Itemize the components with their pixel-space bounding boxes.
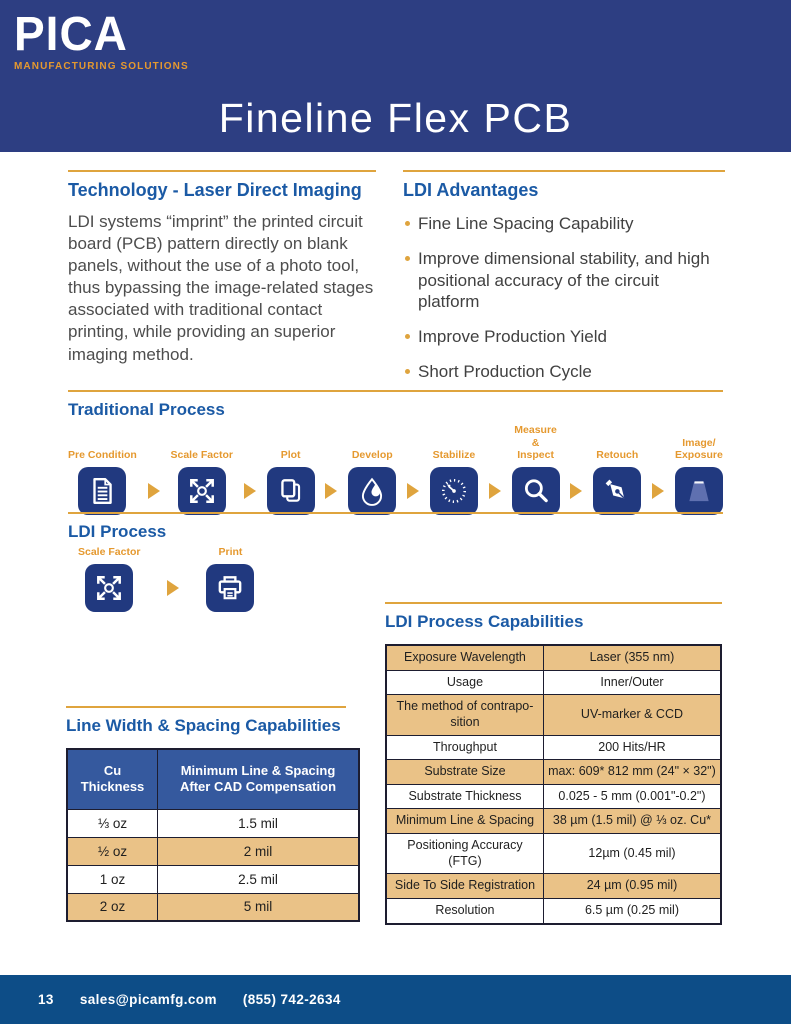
table-cell: Positioning Accuracy (FTG) [386,834,543,874]
gold-divider [385,602,722,604]
capabilities-table [385,644,722,925]
table-cell: 1 oz [67,865,158,893]
pen-nib-icon [593,467,641,515]
step-label-line: & [531,436,540,449]
table-row [386,760,721,785]
advantage-item [403,213,725,234]
table-header-cell: Minimum Line & Spacing After CAD Compensation [158,749,359,809]
advantage-item [403,248,725,312]
table-cell: UV-marker & CCD [543,695,721,735]
table-row [386,670,721,695]
table-cell: Usage [386,670,543,695]
table-cell: ⅓ oz [67,809,158,837]
table-cell: Minimum Line & Spacing [386,809,543,834]
step-label [675,437,723,462]
advantage-item [403,326,725,347]
table-row [386,645,721,670]
table-cell: Resolution [386,898,543,923]
table-row [67,893,359,921]
advantage-text: Improve dimensional stability, and high positional accuracy of the circuit platform [418,249,710,311]
step-label [281,449,301,462]
page-title: Fineline Flex PCB [218,95,573,141]
flow-arrow-icon [325,483,337,499]
line-width-section [66,706,362,922]
copies-icon [267,467,315,515]
table-cell: 200 Hits/HR [543,735,721,760]
footer-phone: (855) 742-2634 [242,992,341,1007]
process-step [267,449,315,515]
line-width-table [66,748,360,922]
technology-body: LDI systems “imprint” the printed circuit board (PCB) pattern directly on blank panels, without the use of a photo tool, thus bypassing the image-related stages associated with traditional contact printing, while providing an superior imaging method. [68,212,374,364]
step-label-line: Plot [280,449,301,461]
step-label-line: Stabilize [432,449,476,461]
ldi-process-section [68,512,723,612]
process-step [348,449,396,515]
step-label [78,546,140,559]
gold-divider [66,706,346,708]
gold-divider [68,170,376,172]
flow-arrow-icon [407,483,419,499]
step-label-line: Scale Factor [78,546,141,558]
advantage-text: Short Production Cycle [418,362,592,382]
gauge-icon [430,467,478,515]
process-step [206,546,254,612]
document-icon [78,467,126,515]
lamp-icon [675,467,723,515]
droplet-icon [348,467,396,515]
table-cell: Throughput [386,735,543,760]
table-cell: ½ oz [67,837,158,865]
bullet-icon [405,221,410,226]
step-label-line: Develop [351,449,393,461]
traditional-process-flow [68,424,723,515]
step-label [433,449,476,462]
table-row [386,735,721,760]
gold-divider [68,512,723,514]
step-label [171,449,233,462]
ldi-process-heading: LDI Process [68,522,167,541]
table-cell: Substrate Size [386,760,543,785]
step-label-line: Scale Factor [170,449,233,461]
table-cell: 24 µm (0.95 mil) [543,874,721,899]
table-row [386,834,721,874]
flow-arrow-icon [148,483,160,499]
process-step [593,449,641,515]
table-cell: Inner/Outer [543,670,721,695]
flow-arrow-icon [652,483,664,499]
table-cell: 0.025 - 5 mm (0.001"-0.2") [543,784,721,809]
technology-section [68,170,376,366]
table-cell: 1.5 mil [158,809,359,837]
table-cell: max: 609* 812 mm (24" × 32") [543,760,721,785]
table-cell: 12µm (0.45 mil) [543,834,721,874]
flow-arrow-icon [167,580,179,596]
capabilities-section [385,602,722,925]
table-cell: Substrate Thickness [386,784,543,809]
advantages-section [403,170,725,397]
step-label-line: Exposure [674,449,723,461]
table-row [386,809,721,834]
ldi-advantages-list [403,213,725,383]
flow-arrow-icon [244,483,256,499]
table-row [386,874,721,899]
step-label [514,424,557,462]
step-label [352,449,393,462]
table-cell: The method of contrapo-sition [386,695,543,735]
header-band [0,0,791,152]
step-label-line: Measure [514,424,557,436]
step-label-line: Print [218,546,243,558]
advantage-text: Fine Line Spacing Capability [418,214,634,233]
step-label [68,449,137,462]
traditional-process-heading: Traditional Process [68,400,225,419]
table-cell: 38 µm (1.5 mil) @ ⅓ oz. Cu* [543,809,721,834]
capabilities-heading: LDI Process Capabilities [385,612,584,631]
table-row [386,784,721,809]
line-width-heading: Line Width & Spacing Capabilities [66,716,341,735]
table-cell: 5 mil [158,893,359,921]
process-step [171,449,233,515]
advantage-text: Improve Production Yield [418,327,607,346]
advantages-heading: LDI Advantages [403,180,539,200]
table-header-cell: Cu Thickness [67,749,158,809]
bullet-icon [405,334,410,339]
step-label-line: Inspect [517,449,554,461]
table-row [386,898,721,923]
process-step [675,437,723,515]
step-label-line: Pre Condition [68,449,137,461]
flow-arrow-icon [489,483,501,499]
page-number: 13 [38,992,54,1007]
footer-band [0,975,791,1024]
table-cell: Exposure Wavelength [386,645,543,670]
step-label-line: Image/ [682,436,716,449]
logo-tagline: MANUFACTURING SOLUTIONS [14,60,189,72]
scale-arrows-icon [178,467,226,515]
table-cell: 2.5 mil [158,865,359,893]
table-row [67,865,359,893]
traditional-process-section [68,390,723,515]
table-cell: 2 mil [158,837,359,865]
table-row [386,695,721,735]
table-header-row [67,749,359,809]
step-label-line: Retouch [596,449,639,461]
table-row [67,809,359,837]
printer-icon [206,564,254,612]
step-label [596,449,638,462]
technology-heading: Technology - Laser Direct Imaging [68,180,362,200]
table-cell: Laser (355 nm) [543,645,721,670]
footer-email[interactable]: sales@picamfg.com [79,992,217,1007]
process-step [68,449,137,515]
step-label [218,546,242,559]
process-step [512,424,560,515]
advantage-item [403,361,725,382]
magnifier-icon [512,467,560,515]
scale-arrows-icon [85,564,133,612]
logo-wordmark: PICA [14,5,128,61]
table-cell: 6.5 µm (0.25 mil) [543,898,721,923]
gold-divider [403,170,725,172]
flow-arrow-icon [570,483,582,499]
bullet-icon [405,369,410,374]
bullet-icon [405,256,410,261]
table-row [67,837,359,865]
pica-logo [14,5,189,72]
table-cell: Side To Side Registration [386,874,543,899]
gold-divider [68,390,723,392]
table-cell: 2 oz [67,893,158,921]
process-step [78,546,140,612]
process-step [430,449,478,515]
